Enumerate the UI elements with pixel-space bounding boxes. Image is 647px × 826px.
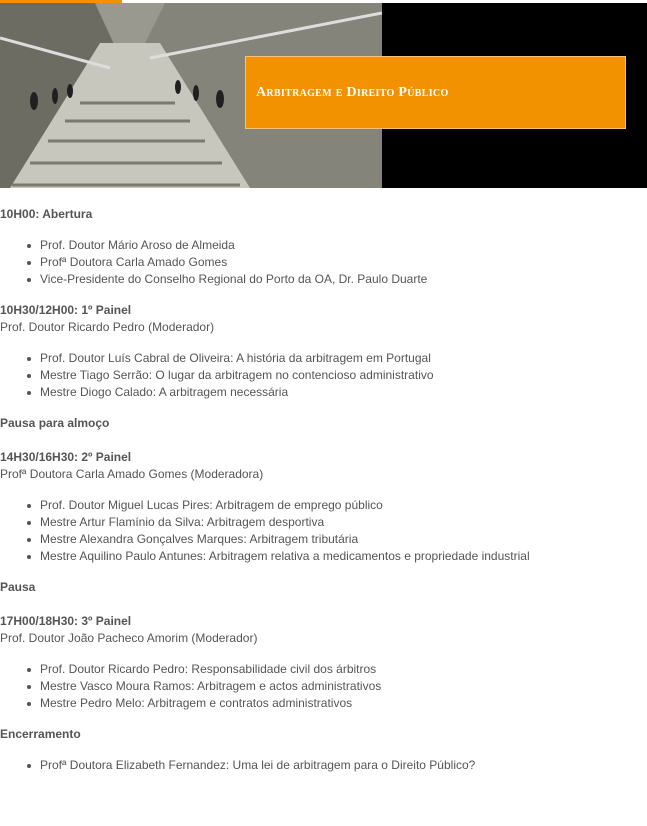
speaker-list [0, 757, 647, 774]
section-heading: 10H00: Abertura [0, 207, 93, 221]
list-item: Profª Doutora Elizabeth Fernandez: Uma lei de arbitragem para o Direito Público? [0, 757, 647, 774]
speaker-list [0, 237, 647, 288]
section-heading: 14H30/16H30: 2º Painel [0, 450, 132, 464]
moderator-line: Profª Doutora Carla Amado Gomes (Moderadora) [0, 467, 264, 481]
moderator-line: Prof. Doutor Ricardo Pedro (Moderador) [0, 320, 215, 334]
section-heading: 17H00/18H30: 3º Painel [0, 614, 132, 628]
banner-title-box [245, 56, 626, 129]
list-item: Prof. Doutor Ricardo Pedro: Responsabilidade civil dos árbitros [0, 661, 647, 678]
header-banner [0, 3, 647, 188]
speaker-list [0, 350, 647, 401]
list-item: Mestre Diogo Calado: A arbitragem necessária [0, 384, 647, 401]
section-heading: Pausa para almoço [0, 416, 110, 430]
list-item: Mestre Artur Flamínio da Silva: Arbitragem desportiva [0, 514, 647, 531]
list-item: Prof. Doutor Miguel Lucas Pires: Arbitragem de emprego público [0, 497, 647, 514]
speaker-list [0, 661, 647, 712]
section-heading: 10H30/12H00: 1º Painel [0, 303, 132, 317]
moderator-line: Prof. Doutor João Pacheco Amorim (Moderador) [0, 631, 258, 645]
list-item: Mestre Tiago Serrão: O lugar da arbitragem no contencioso administrativo [0, 367, 647, 384]
list-item: Prof. Doutor Luís Cabral de Oliveira: A história da arbitragem em Portugal [0, 350, 647, 367]
section-heading: Pausa [0, 580, 36, 594]
list-item: Mestre Aquilino Paulo Antunes: Arbitragem relativa a medicamentos e propriedade industrial [0, 548, 647, 565]
program-content [0, 206, 647, 788]
list-item: Prof. Doutor Mário Aroso de Almeida [0, 237, 647, 254]
list-item: Profª Doutora Carla Amado Gomes [0, 254, 647, 271]
speaker-list [0, 497, 647, 565]
list-item: Mestre Alexandra Gonçalves Marques: Arbitragem tributária [0, 531, 647, 548]
banner-title: Arbitragem e Direito Público [256, 84, 449, 100]
section-heading: Encerramento [0, 727, 81, 741]
list-item: Mestre Pedro Melo: Arbitragem e contratos administrativos [0, 695, 647, 712]
list-item: Mestre Vasco Moura Ramos: Arbitragem e actos administrativos [0, 678, 647, 695]
list-item: Vice-Presidente do Conselho Regional do Porto da OA, Dr. Paulo Duarte [0, 271, 647, 288]
